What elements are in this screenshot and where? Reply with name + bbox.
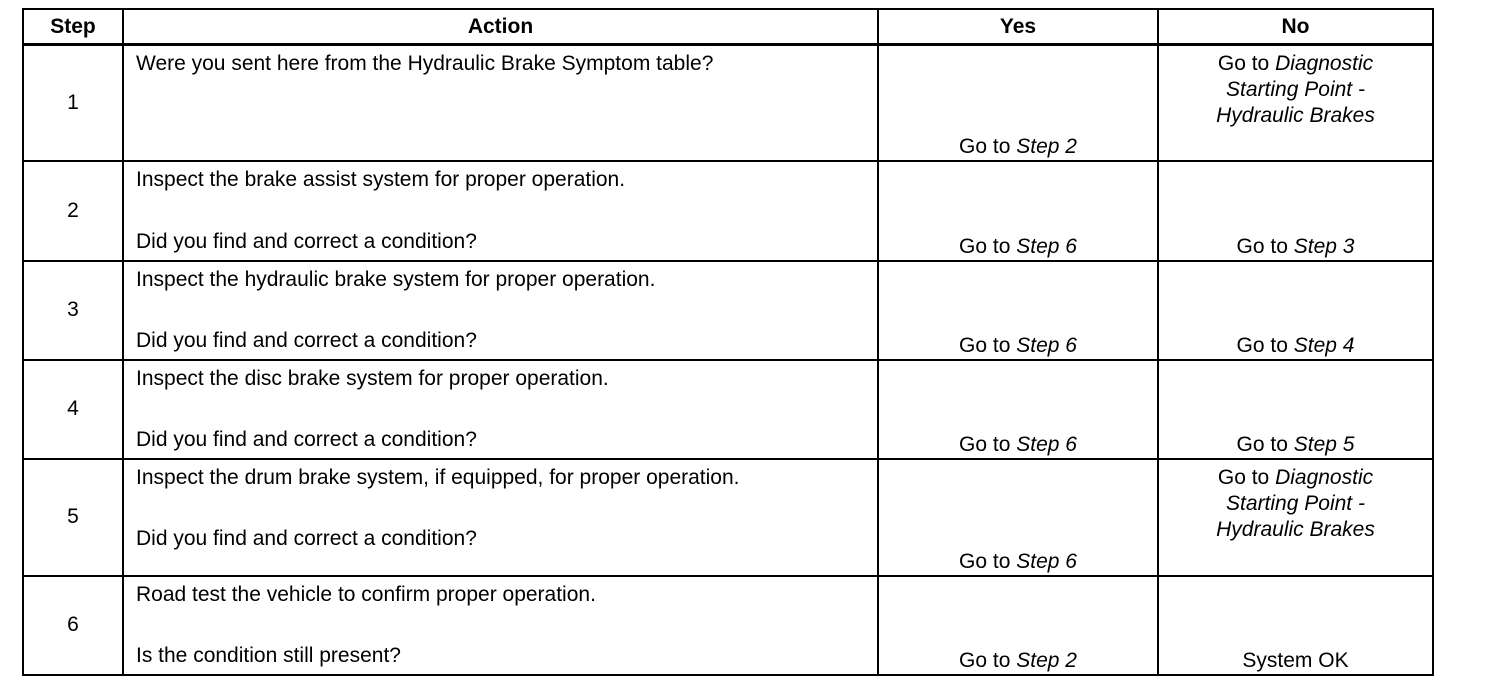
yes-cell [878, 261, 1158, 360]
yes-prefix: Go to [959, 234, 1017, 258]
yes-step-link: Step 6 [1016, 333, 1077, 357]
header-step: Step [23, 9, 123, 45]
no-step-link: Step 3 [1293, 234, 1355, 258]
no-step-link: Step 5 [1293, 432, 1355, 456]
action-instruction: Inspect the disc brake system for proper operation. [136, 366, 609, 390]
table-row [23, 360, 1433, 459]
yes-cell [878, 45, 1158, 161]
table-row [23, 161, 1433, 261]
yes-prefix: Go to [959, 134, 1017, 158]
action-question: Did you find and correct a condition? [136, 229, 477, 253]
yes-step-link: Step 2 [1016, 134, 1077, 158]
step-number: 4 [23, 360, 123, 459]
step-number: 5 [23, 459, 123, 576]
action-cell [123, 45, 878, 161]
action-instruction: Inspect the brake assist system for proper operation. [136, 167, 626, 191]
step-number: 6 [23, 576, 123, 675]
action-instruction: Road test the vehicle to confirm proper operation. [136, 582, 596, 606]
action-cell [123, 576, 878, 675]
yes-prefix: Go to [959, 648, 1017, 672]
table-row [23, 45, 1433, 161]
yes-step-link: Step 2 [1016, 648, 1077, 672]
table-row [23, 459, 1433, 576]
header-action: Action [123, 9, 878, 45]
header-no: No [1158, 9, 1433, 45]
no-cell [1158, 45, 1433, 161]
header-yes: Yes [878, 9, 1158, 45]
yes-prefix: Go to [959, 549, 1017, 573]
table-row [23, 261, 1433, 360]
action-instruction: Inspect the drum brake system, if equipped, for proper operation. [136, 465, 740, 489]
no-step-link: Step 4 [1293, 333, 1355, 357]
action-question: Did you find and correct a condition? [136, 427, 477, 451]
no-cell [1158, 261, 1433, 360]
yes-cell [878, 161, 1158, 261]
no-cell [1158, 459, 1433, 576]
no-cell [1158, 576, 1433, 675]
action-cell [123, 161, 878, 261]
yes-step-link: Step 6 [1016, 432, 1077, 456]
yes-prefix: Go to [959, 333, 1017, 357]
yes-cell [878, 459, 1158, 576]
action-cell [123, 360, 878, 459]
action-instruction: Were you sent here from the Hydraulic Brake Symptom table? [136, 52, 714, 75]
step-number: 1 [23, 45, 123, 161]
no-cell [1158, 161, 1433, 261]
no-prefix: Go to [1236, 333, 1294, 357]
table-row [23, 576, 1433, 675]
no-result: System OK [1242, 648, 1349, 672]
no-target-line2: Starting Point - [1226, 491, 1365, 515]
no-target-line3: Hydraulic Brakes [1216, 104, 1375, 127]
no-prefix: Go to [1217, 465, 1276, 489]
yes-prefix: Go to [959, 432, 1017, 456]
yes-cell [878, 360, 1158, 459]
header-row [23, 9, 1433, 45]
no-target-line1: Diagnostic [1275, 465, 1374, 489]
action-cell [123, 459, 878, 576]
no-target-line3: Hydraulic Brakes [1216, 517, 1375, 541]
diagnostic-table [22, 8, 1434, 676]
action-question: Did you find and correct a condition? [136, 328, 477, 352]
yes-step-link: Step 6 [1016, 549, 1077, 573]
no-cell [1158, 360, 1433, 459]
no-prefix: Go to [1236, 432, 1294, 456]
no-target-line2: Starting Point - [1226, 78, 1365, 101]
yes-cell [878, 576, 1158, 675]
no-prefix: Go to [1217, 52, 1276, 75]
action-question: Did you find and correct a condition? [136, 526, 477, 550]
action-question: Is the condition still present? [136, 643, 401, 667]
action-instruction: Inspect the hydraulic brake system for proper operation. [136, 267, 656, 291]
yes-step-link: Step 6 [1016, 234, 1077, 258]
no-prefix: Go to [1236, 234, 1294, 258]
no-target-line1: Diagnostic [1275, 52, 1374, 75]
step-number: 3 [23, 261, 123, 360]
action-cell [123, 261, 878, 360]
step-number: 2 [23, 161, 123, 261]
